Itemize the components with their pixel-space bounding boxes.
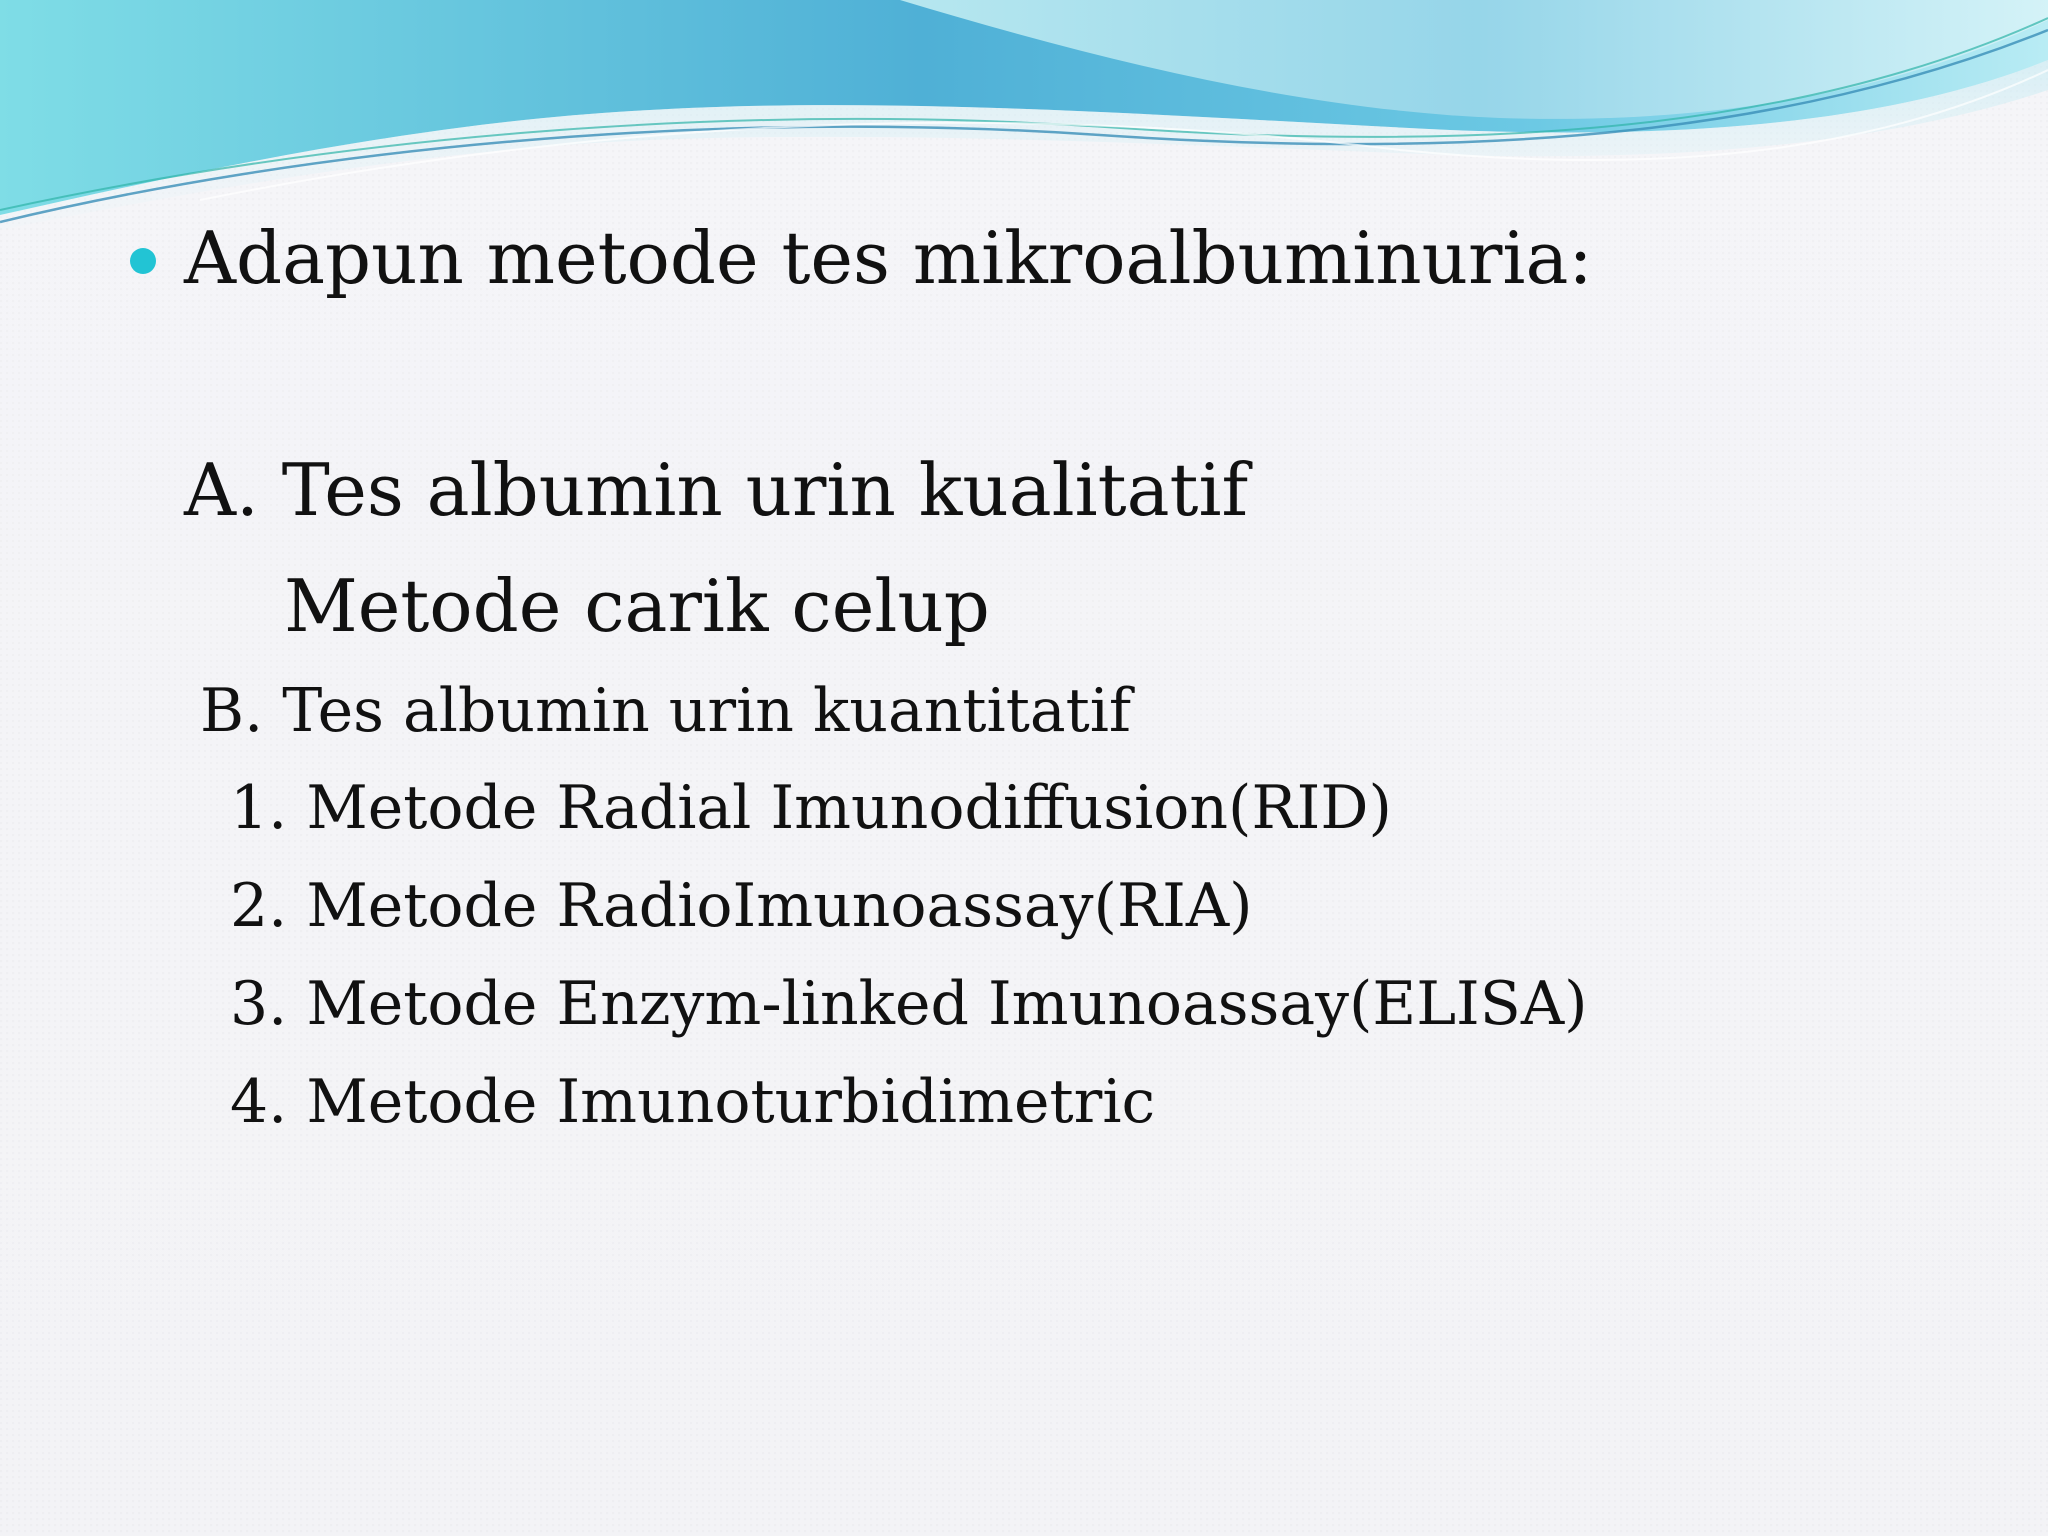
section-b-item: 1. Metode Radial Imunodiffusion(RID) (230, 773, 1392, 843)
bullet-dot (130, 248, 156, 274)
section-a-item: Metode carik celup (284, 564, 990, 648)
section-b-item: 4. Metode Imunoturbidimetric (230, 1067, 1156, 1137)
heading-text: Adapun metode tes mikroalbuminuria: (184, 216, 1593, 300)
header-wave-decoration (0, 0, 2048, 240)
section-b-item: 3. Metode Enzym-linked Imunoassay(ELISA) (230, 969, 1588, 1039)
section-a-label: A. Tes albumin urin kualitatif (184, 448, 1249, 532)
section-b-label: B. Tes albumin urin kuantitatif (200, 676, 1132, 746)
section-b-item: 2. Metode RadioImunoassay(RIA) (230, 871, 1253, 941)
